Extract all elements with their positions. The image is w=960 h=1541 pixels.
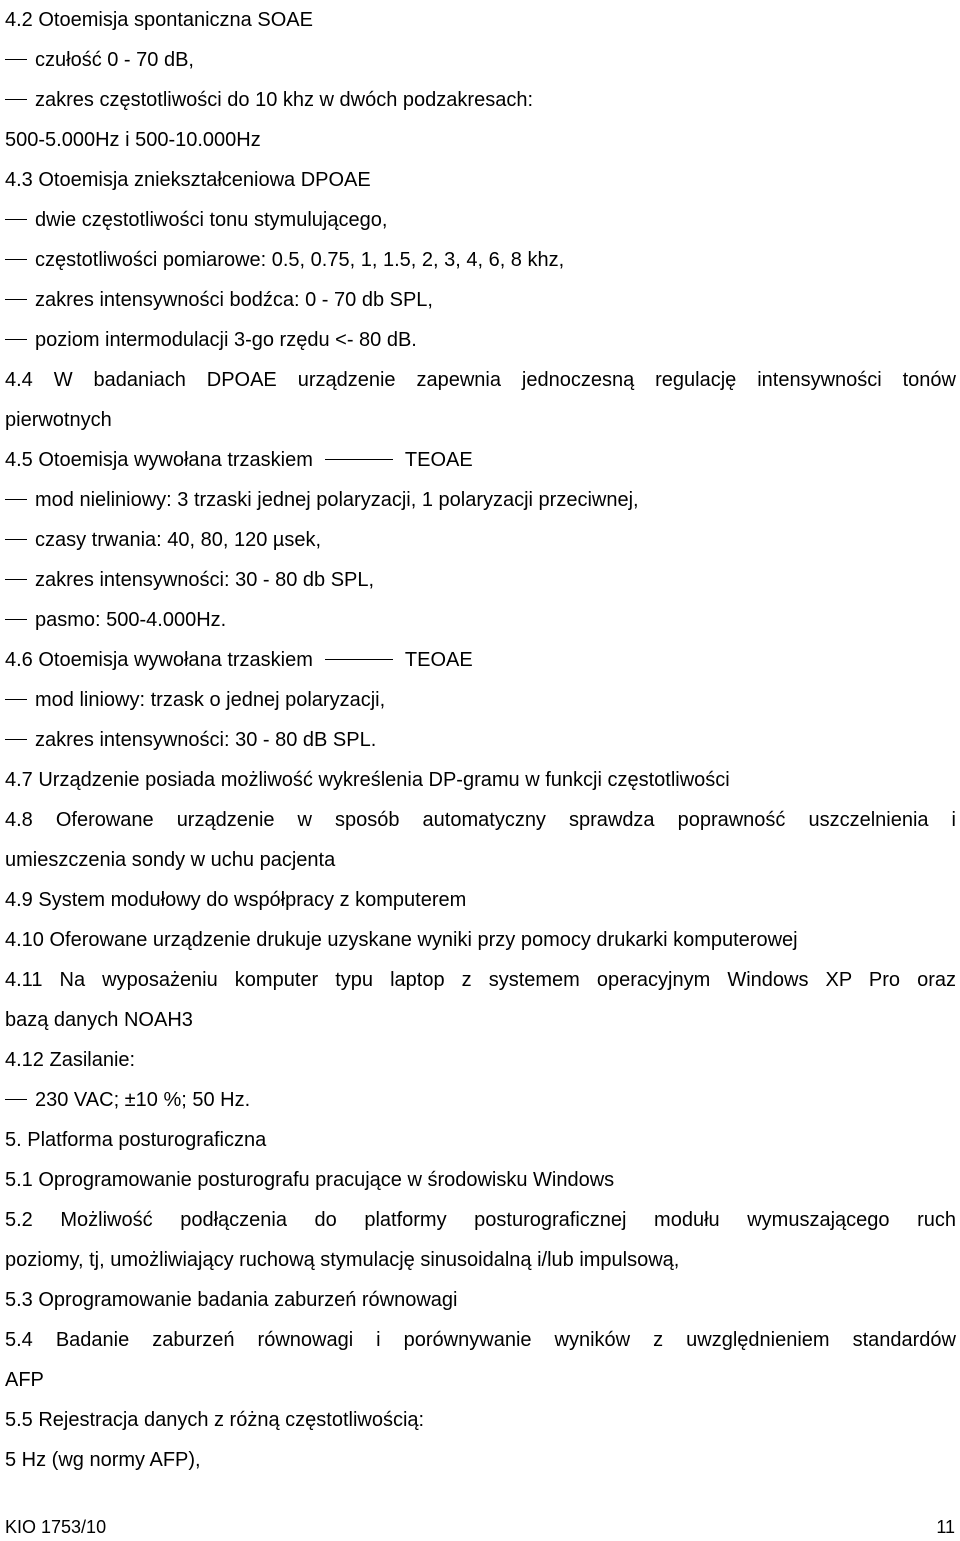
text-line xyxy=(5,0,956,40)
line-text: dwie częstotliwości tonu stymulującego, xyxy=(35,209,388,231)
line-text: czułość 0 - 70 dB, xyxy=(35,49,194,71)
line-text: 5.1 Oprogramowanie posturografu pracujące w środowisku Windows xyxy=(5,1169,615,1191)
text-line xyxy=(5,1360,956,1400)
text-line xyxy=(5,1200,956,1240)
line-text: 4.8 Oferowane urządzenie w sposób automatyczny sprawdza poprawność uszczelnienia i xyxy=(5,809,956,831)
dash-bullet-icon xyxy=(5,259,27,260)
line-text: zakres intensywności bodźca: 0 - 70 db SPL, xyxy=(35,289,433,311)
line-text: 4.5 Otoemisja wywołana trzaskiem xyxy=(5,449,313,471)
em-dash-icon xyxy=(325,459,393,460)
dash-bullet-icon xyxy=(5,499,27,500)
text-line xyxy=(5,1040,956,1080)
line-text: 4.6 Otoemisja wywołana trzaskiem xyxy=(5,649,313,671)
bullet-line xyxy=(5,320,956,360)
line-text: 4.3 Otoemisja zniekształceniowa DPOAE xyxy=(5,169,371,191)
line-text: 4.7 Urządzenie posiada możliwość wykreślenia DP-gramu w funkcji częstotliwości xyxy=(5,769,730,791)
bullet-line xyxy=(5,600,956,640)
line-text: 4.10 Oferowane urządzenie drukuje uzyskane wyniki przy pomocy drukarki komputerowej xyxy=(5,929,798,951)
bullet-line xyxy=(5,80,956,120)
document-id: KIO 1753/10 xyxy=(5,1517,107,1537)
bullet-line xyxy=(5,520,956,560)
document-body xyxy=(5,0,956,1480)
text-line xyxy=(5,440,956,480)
line-text: 4.4 W badaniach DPOAE urządzenie zapewnia jednoczesną regulację intensywności tonów xyxy=(5,369,956,391)
text-line xyxy=(5,360,956,400)
line-text: TEOAE xyxy=(404,649,473,671)
text-line xyxy=(5,1440,956,1480)
line-text: 230 VAC; ±10 %; 50 Hz. xyxy=(35,1089,251,1111)
text-line xyxy=(5,920,956,960)
text-line xyxy=(5,1280,956,1320)
bullet-line xyxy=(5,200,956,240)
line-text: 4.11 Na wyposażeniu komputer typu laptop z systemem operacyjnym Windows XP Pro oraz xyxy=(5,969,956,991)
line-text: mod nieliniowy: 3 trzaski jednej polaryzacji, 1 polaryzacji przeciwnej, xyxy=(35,489,639,511)
line-text: poziomy, tj, umożliwiający ruchową stymulację sinusoidalną i/lub impulsową, xyxy=(5,1249,680,1271)
text-line xyxy=(5,120,956,160)
dash-bullet-icon xyxy=(5,99,27,100)
line-text: 4.9 System modułowy do współpracy z komputerem xyxy=(5,889,467,911)
dash-bullet-icon xyxy=(5,299,27,300)
text-line xyxy=(5,1120,956,1160)
line-text: pasmo: 500-4.000Hz. xyxy=(35,609,227,631)
line-text: AFP xyxy=(5,1369,44,1391)
line-text: 5 Hz (wg normy AFP), xyxy=(5,1449,201,1471)
line-text: 5.4 Badanie zaburzeń równowagi i porównywanie wyników z uwzględnieniem standardów xyxy=(5,1329,956,1351)
dash-bullet-icon xyxy=(5,739,27,740)
text-line xyxy=(5,640,956,680)
line-text: TEOAE xyxy=(404,449,473,471)
dash-bullet-icon xyxy=(5,539,27,540)
line-text: 5.3 Oprogramowanie badania zaburzeń równowagi xyxy=(5,1289,458,1311)
line-text: mod liniowy: trzask o jednej polaryzacji, xyxy=(35,689,386,711)
bullet-line xyxy=(5,280,956,320)
bullet-line xyxy=(5,240,956,280)
text-line xyxy=(5,840,956,880)
text-line xyxy=(5,800,956,840)
bullet-line xyxy=(5,1080,956,1120)
text-line xyxy=(5,1240,956,1280)
bullet-line xyxy=(5,40,956,80)
bullet-line xyxy=(5,480,956,520)
line-text: częstotliwości pomiarowe: 0.5, 0.75, 1, 1.5, 2, 3, 4, 6, 8 khz, xyxy=(35,249,565,271)
dash-bullet-icon xyxy=(5,699,27,700)
text-line xyxy=(5,1160,956,1200)
dash-bullet-icon xyxy=(5,219,27,220)
line-text: 500-5.000Hz i 500-10.000Hz xyxy=(5,129,261,151)
dash-bullet-icon xyxy=(5,339,27,340)
line-text: czasy trwania: 40, 80, 120 µsek, xyxy=(35,529,322,551)
bullet-line xyxy=(5,720,956,760)
em-dash-icon xyxy=(325,659,393,660)
bullet-line xyxy=(5,680,956,720)
line-text: 4.12 Zasilanie: xyxy=(5,1049,136,1071)
page-number: 11 xyxy=(936,1517,955,1537)
text-line xyxy=(5,1400,956,1440)
text-line xyxy=(5,160,956,200)
dash-bullet-icon xyxy=(5,1099,27,1100)
line-text: zakres intensywności: 30 - 80 dB SPL. xyxy=(35,729,377,751)
line-text: 4.2 Otoemisja spontaniczna SOAE xyxy=(5,9,313,31)
text-line xyxy=(5,960,956,1000)
line-text: bazą danych NOAH3 xyxy=(5,1009,193,1031)
line-text: 5.2 Możliwość podłączenia do platformy posturograficznej modułu wymuszającego ruch xyxy=(5,1209,956,1231)
dash-bullet-icon xyxy=(5,619,27,620)
text-line xyxy=(5,880,956,920)
dash-bullet-icon xyxy=(5,579,27,580)
bullet-line xyxy=(5,560,956,600)
line-text: umieszczenia sondy w uchu pacjenta xyxy=(5,849,336,871)
line-text: 5.5 Rejestracja danych z różną częstotliwością: xyxy=(5,1409,425,1431)
text-line xyxy=(5,400,956,440)
text-line xyxy=(5,1320,956,1360)
line-text: pierwotnych xyxy=(5,409,112,431)
line-text: zakres częstotliwości do 10 khz w dwóch podzakresach: xyxy=(35,89,534,111)
text-line xyxy=(5,760,956,800)
line-text: poziom intermodulacji 3-go rzędu <- 80 dB. xyxy=(35,329,417,351)
text-line xyxy=(5,1000,956,1040)
dash-bullet-icon xyxy=(5,59,27,60)
line-text: zakres intensywności: 30 - 80 db SPL, xyxy=(35,569,375,591)
line-text: 5. Platforma posturograficzna xyxy=(5,1129,267,1151)
